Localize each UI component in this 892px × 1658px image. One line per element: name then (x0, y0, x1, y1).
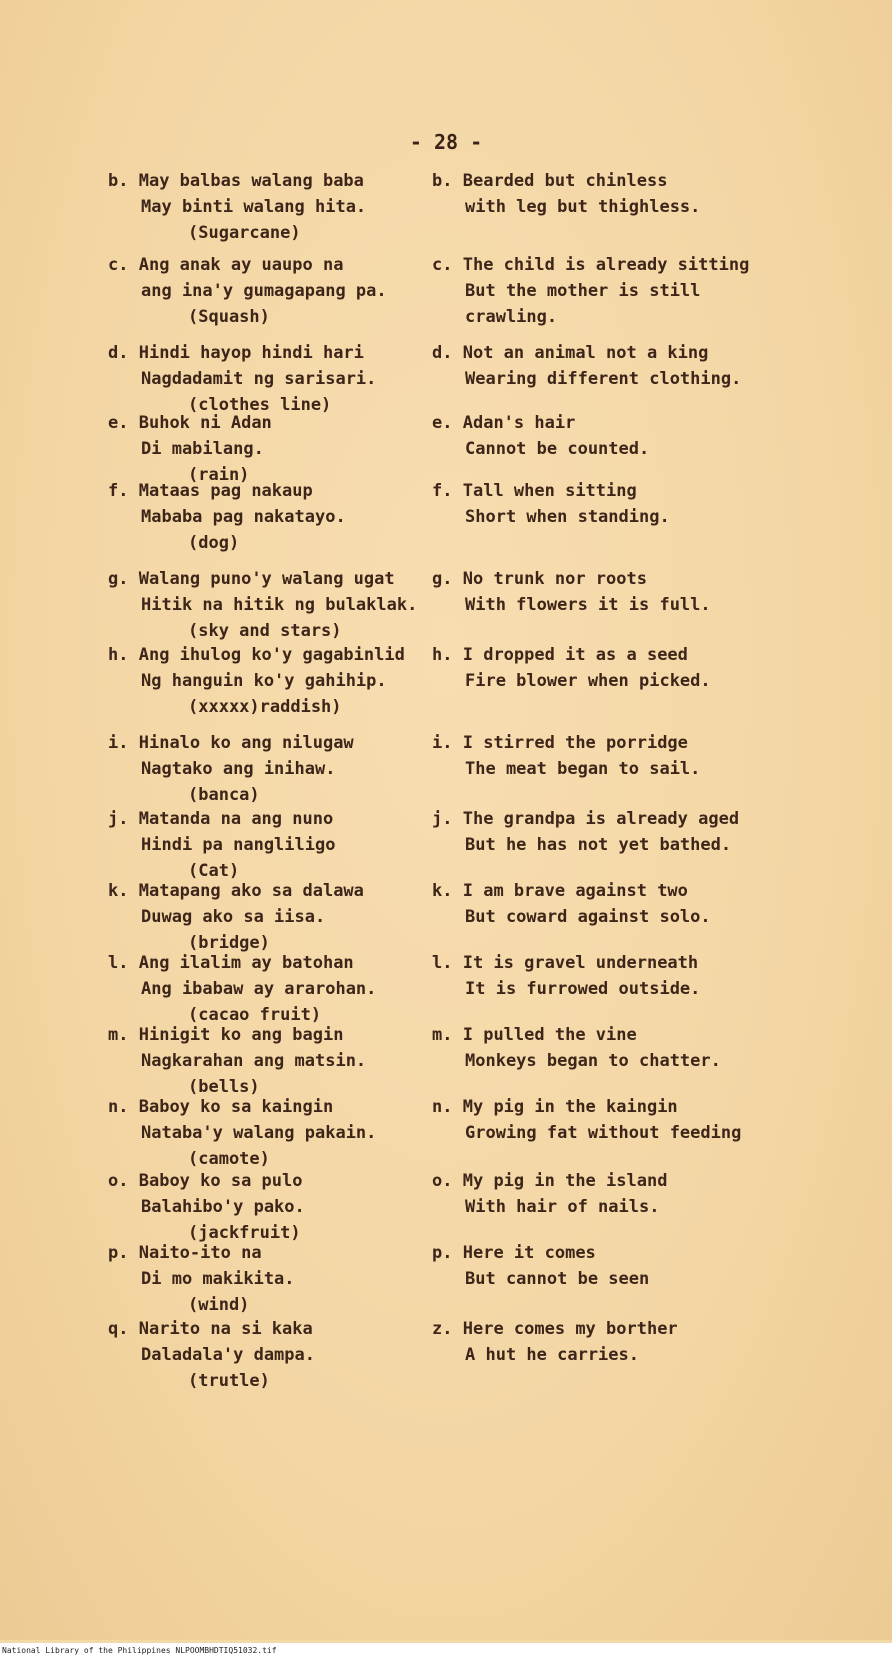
english-text: I dropped it as a seed (462, 645, 688, 665)
item-letter: o. (432, 1171, 453, 1191)
item-letter: m. (108, 1025, 129, 1045)
tagalog-text: Baboy ko sa kaingin (138, 1097, 334, 1117)
english-text: My pig in the island (462, 1171, 668, 1191)
english-line: Cannot be counted. (465, 439, 650, 459)
riddle-answer: (trutle) (188, 1371, 270, 1391)
tagalog-riddle (108, 252, 438, 330)
tagalog-line (108, 950, 438, 976)
item-letter: n. (108, 1097, 129, 1117)
english-translation (432, 340, 872, 392)
english-translation (432, 878, 872, 930)
tagalog-line: Nagdadamit ng sarisari. (141, 369, 377, 389)
english-line (432, 1022, 872, 1048)
english-line (432, 478, 872, 504)
tagalog-line (108, 410, 438, 436)
riddle-entry (0, 168, 892, 258)
riddle-answer: (bells) (188, 1077, 260, 1097)
tagalog-line: Balahibo'y pako. (141, 1197, 305, 1217)
tagalog-text: Buhok ni Adan (138, 413, 272, 433)
item-letter: f. (108, 481, 129, 501)
english-text: No trunk nor roots (462, 569, 647, 589)
tagalog-line (108, 168, 438, 194)
english-line (432, 566, 872, 592)
english-translation (432, 252, 872, 330)
tagalog-line: Ang ibabaw ay ararohan. (141, 979, 377, 999)
item-letter: l. (108, 953, 129, 973)
tagalog-text: Naito-ito na (138, 1243, 262, 1263)
tagalog-text: Baboy ko sa pulo (138, 1171, 303, 1191)
item-letter: g. (432, 569, 453, 589)
english-text: Adan's hair (462, 413, 576, 433)
item-letter: z. (432, 1319, 453, 1339)
page-number: - 28 - (409, 130, 483, 154)
english-line (432, 642, 872, 668)
english-line: crawling. (465, 307, 558, 327)
english-line: Growing fat without feeding (465, 1123, 742, 1143)
tagalog-text: May balbas walang baba (138, 171, 364, 191)
tagalog-text: Mataas pag nakaup (138, 481, 313, 501)
tagalog-riddle (108, 806, 438, 884)
english-line: But he has not yet bathed. (465, 835, 732, 855)
english-translation (432, 806, 872, 858)
riddle-entry (0, 478, 892, 568)
riddle-answer: (banca) (188, 785, 260, 805)
tagalog-line (108, 1240, 438, 1266)
item-letter: i. (108, 733, 129, 753)
item-letter: c. (108, 255, 129, 275)
item-letter: f. (432, 481, 453, 501)
english-line: But cannot be seen (465, 1269, 650, 1289)
riddle-answer: (xxxxx)raddish) (188, 697, 342, 717)
english-text: Here comes my borther (462, 1319, 678, 1339)
english-translation (432, 730, 872, 782)
tagalog-riddle (108, 566, 438, 644)
tagalog-line (108, 478, 438, 504)
tagalog-text: Narito na si kaka (138, 1319, 313, 1339)
tagalog-line: May binti walang hita. (141, 197, 367, 217)
tagalog-text: Matanda na ang nuno (138, 809, 334, 829)
english-text: Here it comes (462, 1243, 596, 1263)
tagalog-line: Nataba'y walang pakain. (141, 1123, 377, 1143)
tagalog-riddle (108, 642, 438, 720)
tagalog-riddle (108, 410, 438, 488)
riddle-answer: (clothes line) (188, 395, 332, 415)
item-letter: l. (432, 953, 453, 973)
english-translation (432, 1094, 872, 1146)
item-letter: j. (432, 809, 453, 829)
tagalog-riddle (108, 1240, 438, 1318)
item-letter: m. (432, 1025, 453, 1045)
item-letter: d. (108, 343, 129, 363)
tagalog-riddle (108, 1022, 438, 1100)
tagalog-line (108, 340, 438, 366)
tagalog-riddle (108, 168, 438, 246)
riddle-answer: (sky and stars) (188, 621, 342, 641)
tagalog-line: Duwag ako sa iisa. (141, 907, 326, 927)
english-text: The grandpa is already aged (462, 809, 740, 829)
tagalog-line (108, 730, 438, 756)
english-translation (432, 1022, 872, 1074)
item-letter: b. (108, 171, 129, 191)
item-letter: q. (108, 1319, 129, 1339)
english-text: The child is already sitting (462, 255, 750, 275)
english-translation (432, 168, 872, 220)
english-line (432, 168, 872, 194)
tagalog-line (108, 806, 438, 832)
english-line (432, 1240, 872, 1266)
english-text: Tall when sitting (462, 481, 637, 501)
tagalog-line (108, 1094, 438, 1120)
tagalog-text: Ang ihulog ko'y gagabinlid (138, 645, 405, 665)
riddle-answer: (cacao fruit) (188, 1005, 322, 1025)
tagalog-riddle (108, 730, 438, 808)
tagalog-text: Walang puno'y walang ugat (138, 569, 395, 589)
tagalog-line: Nagkarahan ang matsin. (141, 1051, 367, 1071)
tagalog-line: Ng hanguin ko'y gahihip. (141, 671, 387, 691)
tagalog-riddle (108, 1094, 438, 1172)
english-line: With hair of nails. (465, 1197, 660, 1217)
tagalog-line (108, 642, 438, 668)
english-text: Not an animal not a king (462, 343, 709, 363)
tagalog-text: Ang anak ay uaupo na (138, 255, 344, 275)
tagalog-line (108, 878, 438, 904)
tagalog-riddle (108, 878, 438, 956)
item-letter: k. (108, 881, 129, 901)
english-text: It is gravel underneath (462, 953, 699, 973)
riddle-answer: (rain) (188, 465, 250, 485)
english-line (432, 950, 872, 976)
tagalog-line: ang ina'y gumagapang pa. (141, 281, 387, 301)
english-text: I pulled the vine (462, 1025, 637, 1045)
english-line (432, 252, 872, 278)
english-line: Monkeys began to chatter. (465, 1051, 721, 1071)
english-text: My pig in the kaingin (462, 1097, 678, 1117)
tagalog-text: Hinigit ko ang bagin (138, 1025, 344, 1045)
english-translation (432, 1240, 872, 1292)
item-letter: d. (432, 343, 453, 363)
item-letter: n. (432, 1097, 453, 1117)
riddle-answer: (camote) (188, 1149, 270, 1169)
english-line: A hut he carries. (465, 1345, 639, 1365)
english-line: But coward against solo. (465, 907, 711, 927)
english-text: I am brave against two (462, 881, 688, 901)
item-letter: c. (432, 255, 453, 275)
item-letter: h. (432, 645, 453, 665)
english-line: It is furrowed outside. (465, 979, 701, 999)
tagalog-riddle (108, 1316, 438, 1394)
tagalog-text: Matapang ako sa dalawa (138, 881, 364, 901)
english-line: with leg but thighless. (465, 197, 701, 217)
riddle-answer: (Squash) (188, 307, 270, 327)
english-line: Fire blower when picked. (465, 671, 711, 691)
riddle-answer: (Cat) (188, 861, 240, 881)
english-line (432, 340, 872, 366)
tagalog-line: Nagtako ang inihaw. (141, 759, 336, 779)
tagalog-text: Hindi hayop hindi hari (138, 343, 364, 363)
english-line: With flowers it is full. (465, 595, 711, 615)
riddle-entry (0, 1316, 892, 1406)
english-translation (432, 410, 872, 462)
tagalog-line (108, 1316, 438, 1342)
item-letter: e. (432, 413, 453, 433)
item-letter: g. (108, 569, 129, 589)
english-line (432, 1168, 872, 1194)
riddle-entry (0, 642, 892, 732)
tagalog-line: Hitik na hitik ng bulaklak. (141, 595, 418, 615)
english-line (432, 1094, 872, 1120)
english-line: Wearing different clothing. (465, 369, 742, 389)
tagalog-riddle (108, 1168, 438, 1246)
riddle-answer: (wind) (188, 1295, 250, 1315)
tagalog-line (108, 1168, 438, 1194)
english-translation (432, 478, 872, 530)
english-translation (432, 642, 872, 694)
english-line (432, 806, 872, 832)
tagalog-text: Ang ilalim ay batohan (138, 953, 354, 973)
item-letter: k. (432, 881, 453, 901)
english-line (432, 730, 872, 756)
riddle-answer: (jackfruit) (188, 1223, 301, 1243)
english-translation (432, 566, 872, 618)
english-text: I stirred the porridge (462, 733, 688, 753)
english-line: The meat began to sail. (465, 759, 701, 779)
tagalog-line: Di mabilang. (141, 439, 264, 459)
tagalog-riddle (108, 340, 438, 418)
tagalog-line: Mababa pag nakatayo. (141, 507, 346, 527)
english-line (432, 878, 872, 904)
tagalog-line (108, 1022, 438, 1048)
english-translation (432, 1168, 872, 1220)
tagalog-line: Daladala'y dampa. (141, 1345, 315, 1365)
item-letter: h. (108, 645, 129, 665)
item-letter: e. (108, 413, 129, 433)
item-letter: b. (432, 171, 453, 191)
tagalog-line: Hindi pa nangliligo (141, 835, 336, 855)
tagalog-line (108, 566, 438, 592)
tagalog-riddle (108, 950, 438, 1028)
item-letter: i. (432, 733, 453, 753)
tagalog-line (108, 252, 438, 278)
english-line: Short when standing. (465, 507, 670, 527)
english-translation (432, 950, 872, 1002)
english-line (432, 1316, 872, 1342)
tagalog-text: Hinalo ko ang nilugaw (138, 733, 354, 753)
archive-footer: National Library of the Philippines NLPOOMBHDTIQ51032.tif (0, 1643, 892, 1658)
tagalog-line: Di mo makikita. (141, 1269, 295, 1289)
item-letter: p. (432, 1243, 453, 1263)
item-letter: o. (108, 1171, 129, 1191)
english-translation (432, 1316, 872, 1368)
english-text: Bearded but chinless (462, 171, 668, 191)
tagalog-riddle (108, 478, 438, 556)
item-letter: j. (108, 809, 129, 829)
english-line: But the mother is still (465, 281, 701, 301)
riddle-answer: (Sugarcane) (188, 223, 301, 243)
riddle-entry (0, 252, 892, 342)
english-line (432, 410, 872, 436)
riddle-answer: (dog) (188, 533, 240, 553)
riddle-answer: (bridge) (188, 933, 270, 953)
item-letter: p. (108, 1243, 129, 1263)
